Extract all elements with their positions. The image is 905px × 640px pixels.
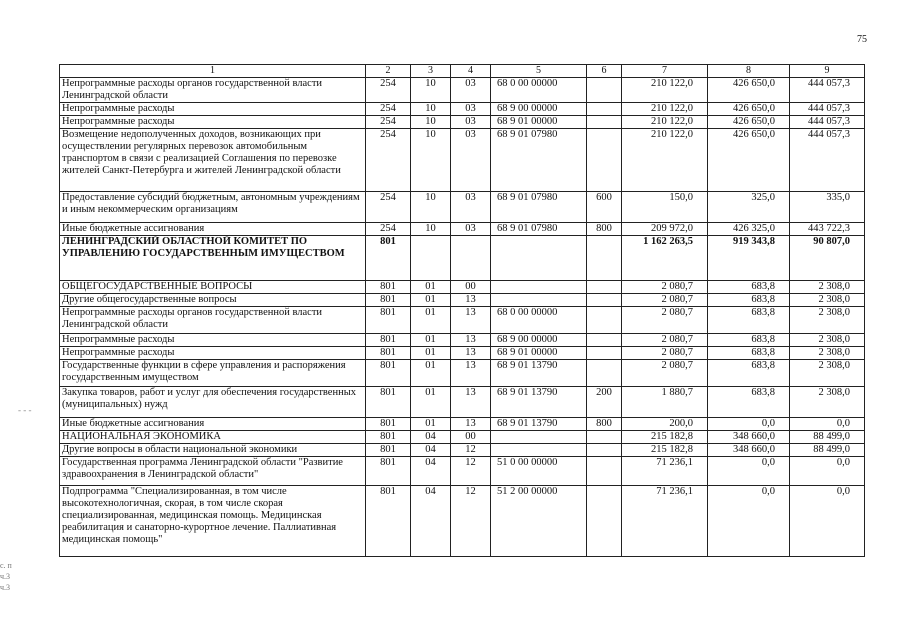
value-col8-cell: 426 650,0 — [708, 129, 790, 192]
code-glavn-cell: 254 — [366, 103, 411, 116]
code-glavn-cell: 254 — [366, 192, 411, 223]
header-cell: 2 — [366, 65, 411, 78]
code-glavn-cell: 801 — [366, 486, 411, 557]
value-col8-cell: 683,8 — [708, 294, 790, 307]
value-col9-cell: 444 057,3 — [790, 129, 865, 192]
csr-cell — [491, 236, 587, 281]
value-col9-cell: 443 722,3 — [790, 223, 865, 236]
vr-cell — [587, 307, 622, 334]
table-row — [60, 431, 865, 444]
code-glavn-cell: 254 — [366, 78, 411, 103]
csr-cell: 68 9 01 00000 — [491, 347, 587, 360]
value-col7-cell: 200,0 — [622, 418, 708, 431]
table-row — [60, 334, 865, 347]
row-name-cell: Непрограммные расходы органов государственной власти Ленинградской области — [60, 78, 366, 103]
value-col9-cell: 0,0 — [790, 457, 865, 486]
value-col9-cell: 444 057,3 — [790, 78, 865, 103]
code-glavn-cell: 801 — [366, 444, 411, 457]
value-col9-cell: 2 308,0 — [790, 281, 865, 294]
razdel-cell: 10 — [411, 192, 451, 223]
csr-cell: 51 2 00 00000 — [491, 486, 587, 557]
code-glavn-cell: 801 — [366, 294, 411, 307]
vr-cell: 800 — [587, 418, 622, 431]
vr-cell: 600 — [587, 192, 622, 223]
razdel-cell: 10 — [411, 116, 451, 129]
row-name-cell: Государственная программа Ленинградской области "Развитие здравоохранения в Ленинградской области" — [60, 457, 366, 486]
vr-cell — [587, 431, 622, 444]
razdel-cell: 01 — [411, 334, 451, 347]
vr-cell — [587, 116, 622, 129]
code-glavn-cell: 254 — [366, 223, 411, 236]
code-glavn-cell: 801 — [366, 457, 411, 486]
vr-cell — [587, 486, 622, 557]
podrazdel-cell: 12 — [451, 486, 491, 557]
razdel-cell: 01 — [411, 307, 451, 334]
header-cell: 6 — [587, 65, 622, 78]
table-header-row — [60, 65, 865, 78]
vr-cell — [587, 360, 622, 387]
value-col7-cell: 215 182,8 — [622, 431, 708, 444]
podrazdel-cell: 03 — [451, 116, 491, 129]
value-col7-cell: 71 236,1 — [622, 457, 708, 486]
csr-cell: 68 9 01 13790 — [491, 387, 587, 418]
podrazdel-cell: 13 — [451, 307, 491, 334]
value-col7-cell: 210 122,0 — [622, 116, 708, 129]
value-col9-cell: 2 308,0 — [790, 360, 865, 387]
code-glavn-cell: 801 — [366, 418, 411, 431]
podrazdel-cell: 03 — [451, 192, 491, 223]
value-col8-cell: 426 650,0 — [708, 103, 790, 116]
row-name-cell: Непрограммные расходы — [60, 347, 366, 360]
row-name-cell: Другие вопросы в области национальной экономики — [60, 444, 366, 457]
row-name-cell: Государственные функции в сфере управления и распоряжения государственным имуществом — [60, 360, 366, 387]
code-glavn-cell: 801 — [366, 360, 411, 387]
value-col9-cell: 444 057,3 — [790, 103, 865, 116]
value-col7-cell: 2 080,7 — [622, 294, 708, 307]
podrazdel-cell: 00 — [451, 431, 491, 444]
header-cell: 7 — [622, 65, 708, 78]
value-col9-cell: 444 057,3 — [790, 116, 865, 129]
value-col7-cell: 150,0 — [622, 192, 708, 223]
row-name-cell: Непрограммные расходы — [60, 116, 366, 129]
table-row — [60, 78, 865, 103]
value-col8-cell: 919 343,8 — [708, 236, 790, 281]
value-col8-cell: 683,8 — [708, 360, 790, 387]
csr-cell: 68 9 00 00000 — [491, 103, 587, 116]
table-row — [60, 457, 865, 486]
value-col9-cell: 2 308,0 — [790, 294, 865, 307]
table-row — [60, 360, 865, 387]
value-col8-cell: 683,8 — [708, 307, 790, 334]
razdel-cell: 10 — [411, 223, 451, 236]
csr-cell: 68 9 01 13790 — [491, 418, 587, 431]
razdel-cell: 01 — [411, 281, 451, 294]
vr-cell: 200 — [587, 387, 622, 418]
code-glavn-cell: 801 — [366, 431, 411, 444]
value-col8-cell: 426 650,0 — [708, 116, 790, 129]
value-col8-cell: 683,8 — [708, 281, 790, 294]
csr-cell — [491, 444, 587, 457]
razdel-cell: 04 — [411, 486, 451, 557]
razdel-cell: 04 — [411, 444, 451, 457]
value-col8-cell: 683,8 — [708, 387, 790, 418]
code-glavn-cell: 801 — [366, 387, 411, 418]
row-name-cell: Иные бюджетные ассигнования — [60, 418, 366, 431]
podrazdel-cell: 03 — [451, 129, 491, 192]
row-name-cell: ОБЩЕГОСУДАРСТВЕННЫЕ ВОПРОСЫ — [60, 281, 366, 294]
row-name-cell: Подпрограмма "Специализированная, в том числе высокотехнологичная, скорая, в том числе скорая специализированная, медицинская помощь. Медицинская реабилитация и санаторно-курортное лечение. Паллиативная медицинская помощь" — [60, 486, 366, 557]
value-col8-cell: 426 325,0 — [708, 223, 790, 236]
row-name-cell: НАЦИОНАЛЬНАЯ ЭКОНОМИКА — [60, 431, 366, 444]
code-glavn-cell: 801 — [366, 281, 411, 294]
csr-cell: 68 9 01 13790 — [491, 360, 587, 387]
table-row — [60, 294, 865, 307]
podrazdel-cell: 13 — [451, 360, 491, 387]
margin-marks: с. п ч.3 ч.3 — [0, 561, 12, 592]
row-name-cell: ЛЕНИНГРАДСКИЙ ОБЛАСТНОЙ КОМИТЕТ ПО УПРАВЛЕНИЮ ГОСУДАРСТВЕННЫМ ИМУЩЕСТВОМ — [60, 236, 366, 281]
code-glavn-cell: 254 — [366, 116, 411, 129]
value-col7-cell: 2 080,7 — [622, 281, 708, 294]
csr-cell: 68 9 01 07980 — [491, 223, 587, 236]
value-col7-cell: 2 080,7 — [622, 347, 708, 360]
value-col8-cell: 325,0 — [708, 192, 790, 223]
value-col9-cell: 2 308,0 — [790, 347, 865, 360]
podrazdel-cell: 13 — [451, 387, 491, 418]
vr-cell — [587, 129, 622, 192]
value-col8-cell: 0,0 — [708, 418, 790, 431]
podrazdel-cell: 12 — [451, 457, 491, 486]
razdel-cell: 04 — [411, 457, 451, 486]
razdel-cell: 01 — [411, 347, 451, 360]
csr-cell: 68 0 00 00000 — [491, 78, 587, 103]
vr-cell — [587, 281, 622, 294]
value-col7-cell: 210 122,0 — [622, 129, 708, 192]
podrazdel-cell: 03 — [451, 103, 491, 116]
podrazdel-cell: 13 — [451, 418, 491, 431]
value-col9-cell: 2 308,0 — [790, 387, 865, 418]
podrazdel-cell: 03 — [451, 223, 491, 236]
value-col9-cell: 88 499,0 — [790, 444, 865, 457]
table-row — [60, 192, 865, 223]
value-col7-cell: 215 182,8 — [622, 444, 708, 457]
row-name-cell: Непрограммные расходы — [60, 334, 366, 347]
vr-cell — [587, 294, 622, 307]
row-name-cell: Предоставление субсидий бюджетным, автономным учреждениям и иным некоммерческим организациям — [60, 192, 366, 223]
table-row — [60, 129, 865, 192]
podrazdel-cell — [451, 236, 491, 281]
code-glavn-cell: 801 — [366, 347, 411, 360]
csr-cell: 68 9 01 07980 — [491, 129, 587, 192]
csr-cell — [491, 294, 587, 307]
header-cell: 3 — [411, 65, 451, 78]
razdel-cell: 01 — [411, 294, 451, 307]
table-row — [60, 307, 865, 334]
table-row — [60, 387, 865, 418]
row-name-cell: Иные бюджетные ассигнования — [60, 223, 366, 236]
code-glavn-cell: 801 — [366, 334, 411, 347]
row-name-cell: Закупка товаров, работ и услуг для обеспечения государственных (муниципальных) нужд — [60, 387, 366, 418]
razdel-cell: 10 — [411, 103, 451, 116]
value-col8-cell: 0,0 — [708, 457, 790, 486]
value-col8-cell: 426 650,0 — [708, 78, 790, 103]
page-number: 75 — [857, 34, 867, 45]
podrazdel-cell: 00 — [451, 281, 491, 294]
csr-cell: 68 9 01 07980 — [491, 192, 587, 223]
table-row — [60, 116, 865, 129]
razdel-cell — [411, 236, 451, 281]
header-cell: 1 — [60, 65, 366, 78]
vr-cell — [587, 78, 622, 103]
value-col7-cell: 209 972,0 — [622, 223, 708, 236]
value-col7-cell: 2 080,7 — [622, 307, 708, 334]
value-col9-cell: 88 499,0 — [790, 431, 865, 444]
csr-cell: 68 9 00 00000 — [491, 334, 587, 347]
code-glavn-cell: 254 — [366, 129, 411, 192]
value-col8-cell: 0,0 — [708, 486, 790, 557]
value-col8-cell: 683,8 — [708, 334, 790, 347]
code-glavn-cell: 801 — [366, 307, 411, 334]
podrazdel-cell: 13 — [451, 294, 491, 307]
table-row — [60, 236, 865, 281]
csr-cell: 68 9 01 00000 — [491, 116, 587, 129]
razdel-cell: 01 — [411, 387, 451, 418]
vr-cell — [587, 457, 622, 486]
razdel-cell: 01 — [411, 418, 451, 431]
table-row — [60, 223, 865, 236]
value-col8-cell: 348 660,0 — [708, 431, 790, 444]
podrazdel-cell: 12 — [451, 444, 491, 457]
value-col7-cell: 2 080,7 — [622, 360, 708, 387]
vr-cell: 800 — [587, 223, 622, 236]
header-cell: 4 — [451, 65, 491, 78]
code-glavn-cell: 801 — [366, 236, 411, 281]
table-row — [60, 281, 865, 294]
header-cell: 9 — [790, 65, 865, 78]
header-cell: 5 — [491, 65, 587, 78]
value-col7-cell: 1 162 263,5 — [622, 236, 708, 281]
vr-cell — [587, 334, 622, 347]
value-col7-cell: 71 236,1 — [622, 486, 708, 557]
value-col9-cell: 2 308,0 — [790, 334, 865, 347]
vr-cell — [587, 444, 622, 457]
table-row — [60, 347, 865, 360]
podrazdel-cell: 03 — [451, 78, 491, 103]
table-row — [60, 103, 865, 116]
header-cell: 8 — [708, 65, 790, 78]
razdel-cell: 10 — [411, 78, 451, 103]
vr-cell — [587, 103, 622, 116]
row-name-cell: Возмещение недополученных доходов, возникающих при осуществлении регулярных перевозок автомобильным транспортом в связи с реализацией Соглашения по перевозке жителей Санкт-Петербурга и жителей Ленинградской области — [60, 129, 366, 192]
row-name-cell: Непрограммные расходы органов государственной власти Ленинградской области — [60, 307, 366, 334]
value-col8-cell: 683,8 — [708, 347, 790, 360]
value-col7-cell: 210 122,0 — [622, 78, 708, 103]
value-col7-cell: 1 880,7 — [622, 387, 708, 418]
csr-cell — [491, 281, 587, 294]
csr-cell: 51 0 00 00000 — [491, 457, 587, 486]
row-name-cell: Непрограммные расходы — [60, 103, 366, 116]
table-row — [60, 444, 865, 457]
table-row — [60, 486, 865, 557]
razdel-cell: 04 — [411, 431, 451, 444]
razdel-cell: 10 — [411, 129, 451, 192]
value-col8-cell: 348 660,0 — [708, 444, 790, 457]
podrazdel-cell: 13 — [451, 347, 491, 360]
value-col9-cell: 0,0 — [790, 418, 865, 431]
value-col7-cell: 2 080,7 — [622, 334, 708, 347]
podrazdel-cell: 13 — [451, 334, 491, 347]
margin-mark: - - - — [18, 405, 32, 415]
vr-cell — [587, 347, 622, 360]
value-col9-cell: 2 308,0 — [790, 307, 865, 334]
budget-table — [59, 64, 865, 557]
csr-cell — [491, 431, 587, 444]
value-col7-cell: 210 122,0 — [622, 103, 708, 116]
value-col9-cell: 335,0 — [790, 192, 865, 223]
razdel-cell: 01 — [411, 360, 451, 387]
row-name-cell: Другие общегосударственные вопросы — [60, 294, 366, 307]
value-col9-cell: 0,0 — [790, 486, 865, 557]
value-col9-cell: 90 807,0 — [790, 236, 865, 281]
csr-cell: 68 0 00 00000 — [491, 307, 587, 334]
vr-cell — [587, 236, 622, 281]
table-row — [60, 418, 865, 431]
